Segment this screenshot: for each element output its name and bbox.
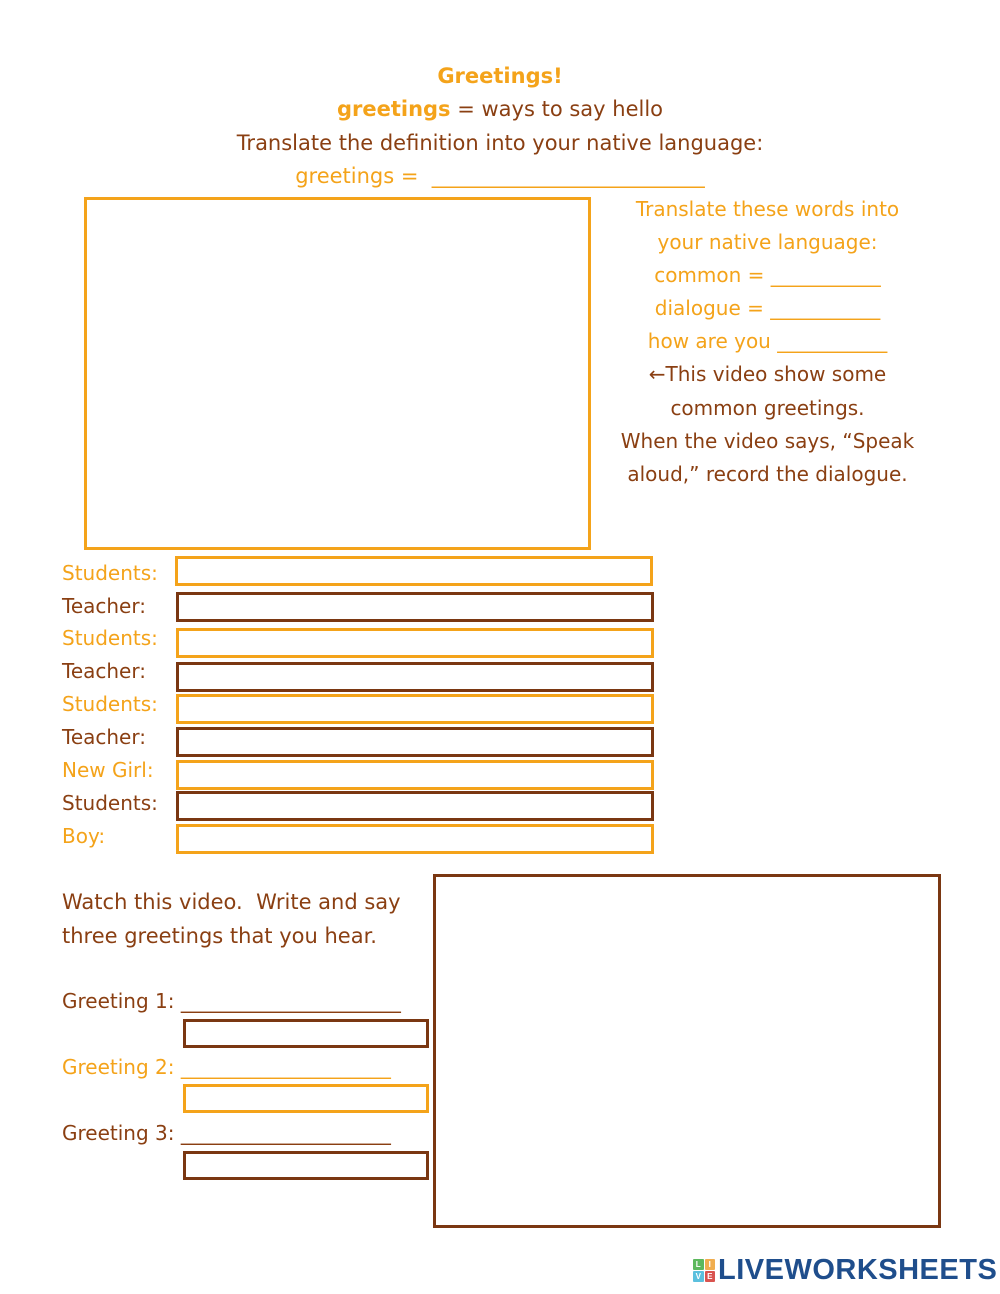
dialogue-answer-1[interactable] <box>175 556 653 586</box>
dialogue-answer-8[interactable] <box>176 791 654 821</box>
dialogue-answer-4[interactable] <box>176 662 654 692</box>
brand-name: LIVEWORKSHEETS <box>718 1253 998 1286</box>
speaker-label: Teacher: <box>62 594 146 618</box>
video-player-1[interactable] <box>84 197 591 550</box>
vocab-how-are-you: how are you ___________ <box>647 329 888 353</box>
logo-letter: V <box>693 1271 704 1282</box>
greeting-label-1: Greeting 1: ______________________ <box>62 989 401 1013</box>
video-note-1: ←This video show some <box>648 362 887 386</box>
video-note-3: When the video says, “Speak <box>620 429 915 453</box>
greeting-label-3: Greeting 3: _____________________ <box>62 1121 391 1145</box>
speaker-label: New Girl: <box>62 758 154 782</box>
dialogue-answer-3[interactable] <box>176 628 654 658</box>
vocab-dialogue: dialogue = ___________ <box>654 296 881 320</box>
definition-term: greetings <box>336 97 451 121</box>
logo-letter: I <box>705 1259 716 1270</box>
speaker-label: Boy: <box>62 824 106 848</box>
speaker-label: Students: <box>62 561 158 585</box>
liveworksheets-logo[interactable] <box>693 1254 997 1286</box>
greeting-answer-3[interactable] <box>183 1151 429 1180</box>
side-instruction-2: your native language: <box>657 230 878 254</box>
translation-line: greetings = __________________________ <box>295 164 705 188</box>
video-note-4: aloud,” record the dialogue. <box>627 462 908 486</box>
greeting-answer-2[interactable] <box>183 1084 429 1113</box>
dialogue-answer-2[interactable] <box>176 592 654 622</box>
speaker-label: Students: <box>62 626 158 650</box>
definition-text: = ways to say hello <box>450 97 664 121</box>
watch-instruction-2: three greetings that you hear. <box>62 924 377 948</box>
greeting-answer-1[interactable] <box>183 1019 429 1048</box>
dialogue-answer-6[interactable] <box>176 727 654 757</box>
dialogue-answer-7[interactable] <box>176 760 654 790</box>
translate-instruction: Translate the definition into your native language: <box>236 131 764 155</box>
video-note-2: common greetings. <box>670 396 865 420</box>
greeting-label-2: Greeting 2: _____________________ <box>62 1055 391 1079</box>
logo-letter: L <box>693 1259 704 1270</box>
definition-line <box>0 94 1000 124</box>
speaker-label: Students: <box>62 791 158 815</box>
watch-instruction-1: Watch this video. Write and say <box>62 890 401 914</box>
side-instruction-1: Translate these words into <box>635 197 900 221</box>
dialogue-answer-5[interactable] <box>176 694 654 724</box>
speaker-label: Students: <box>62 692 158 716</box>
liveworksheets-logo-icon <box>693 1259 715 1281</box>
logo-letter: E <box>705 1271 716 1282</box>
page-title: Greetings! <box>437 64 563 88</box>
speaker-label: Teacher: <box>62 725 146 749</box>
speaker-label: Teacher: <box>62 659 146 683</box>
video-player-2[interactable] <box>433 874 941 1228</box>
vocab-common: common = ___________ <box>654 263 881 287</box>
dialogue-answer-9[interactable] <box>176 824 654 854</box>
